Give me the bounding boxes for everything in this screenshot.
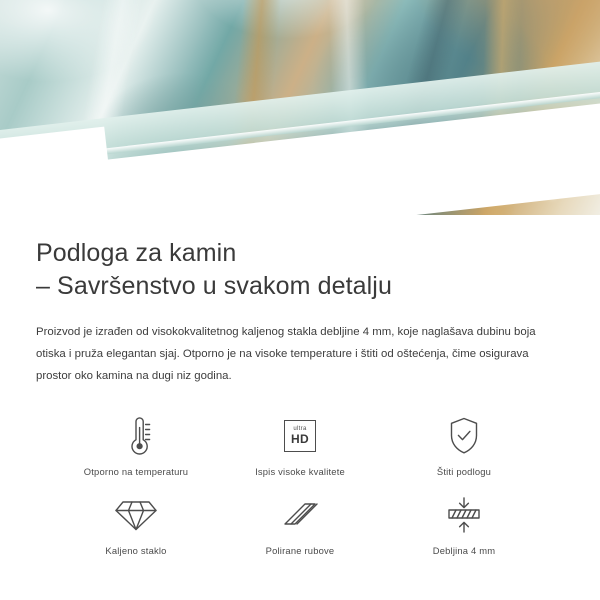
thermometer-icon: [116, 414, 156, 458]
page-title-line2: – Savršenstvo u svakom detalju: [36, 272, 392, 300]
feature-item-tempered-glass: [54, 493, 218, 556]
ultra-hd-badge-small: ultra: [293, 426, 307, 433]
ultra-hd-icon: [284, 414, 316, 458]
hero-image: [0, 0, 600, 215]
page-title-line1: Podloga za kamin: [36, 239, 237, 267]
feature-label: Ispis visoke kvalitete: [255, 465, 345, 477]
polished-edges-icon: [279, 493, 321, 537]
content-area: [0, 237, 600, 556]
feature-item-protection: [382, 414, 546, 477]
ultra-hd-badge-big: HD: [291, 432, 309, 447]
feature-label: Polirane rubove: [265, 544, 335, 556]
hero-left-mask: [0, 127, 119, 215]
shield-check-icon: [446, 414, 482, 458]
feature-label: Debljina 4 mm: [432, 544, 496, 556]
page-title: [36, 237, 564, 303]
feature-grid: [36, 414, 564, 556]
feature-item-print-quality: [218, 414, 382, 477]
thickness-icon: [444, 493, 484, 537]
description-paragraph: Proizvod je izrađen od visokokvalitetnog kaljenog stakla debljine 4 mm, koje naglašava dubinu boja otiska i pruža elegantan sjaj. Otporno je na visoke temperature i štiti od oštećenja, čime osigurava prostor oko kamina na dugi niz godina.: [36, 326, 536, 383]
feature-label: Štiti podlogu: [436, 465, 492, 477]
feature-item-thickness: [382, 493, 546, 556]
feature-item-polished-edges: [218, 493, 382, 556]
feature-label: Otporno na temperaturu: [83, 465, 189, 477]
feature-label: Kaljeno staklo: [105, 544, 167, 556]
feature-item-temperature: [54, 414, 218, 477]
diamond-icon: [115, 493, 157, 537]
